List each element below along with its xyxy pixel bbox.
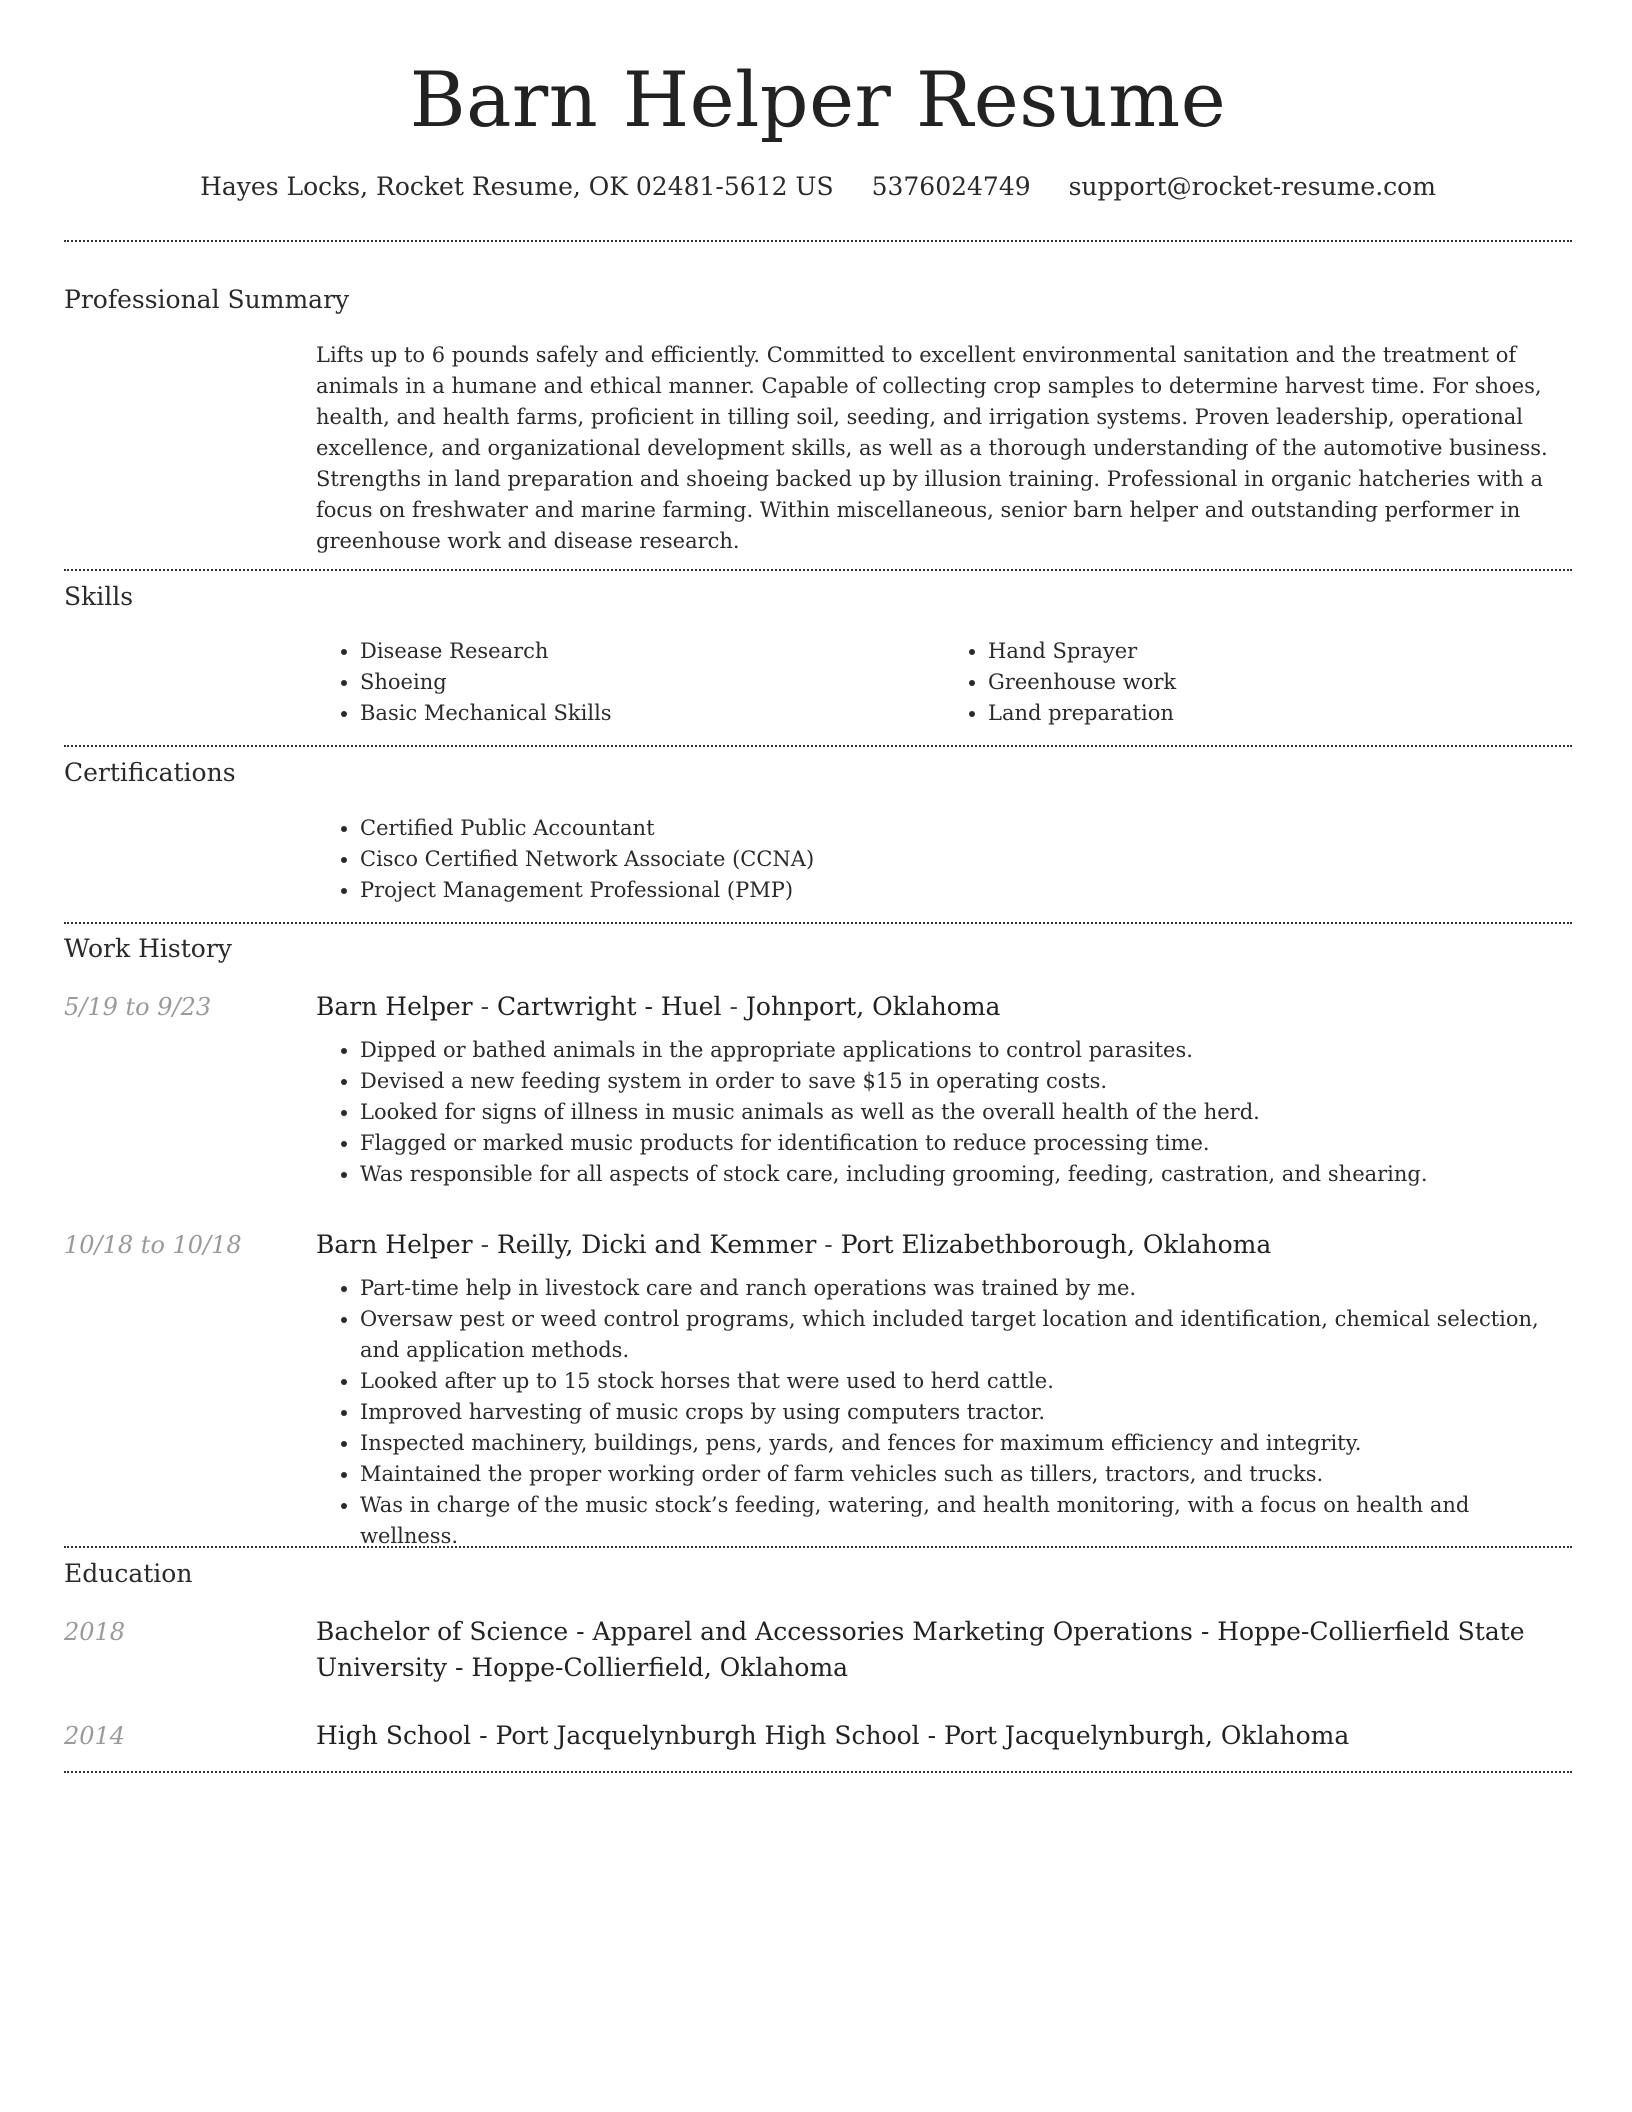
skills-heading: Skills	[64, 582, 134, 611]
job-company: Cartwright - Huel	[496, 992, 722, 1021]
certifications-section	[316, 813, 1572, 906]
contact-address: Hayes Locks, Rocket Resume, OK 02481-5612 US	[200, 172, 834, 201]
job-title: Barn Helper	[316, 1230, 473, 1259]
job-bullet: • Inspected machinery, buildings, pens, yards, and fences for maximum efficiency and integrity.	[360, 1428, 1572, 1459]
job-bullet: • Flagged or marked music products for identification to reduce processing time.	[360, 1128, 1572, 1159]
certification-item: • Project Management Professional (PMP)	[360, 875, 1572, 906]
job-bullet: • Was responsible for all aspects of stock care, including grooming, feeding, castration, and shearing.	[360, 1159, 1572, 1190]
skills-list-right	[944, 636, 1572, 729]
skills-section	[316, 636, 1572, 729]
job-company: Reilly, Dicki and Kemmer	[496, 1230, 817, 1259]
job-bullet: • Improved harvesting of music crops by using computers tractor.	[360, 1397, 1572, 1428]
skill-item: • Land preparation	[988, 698, 1572, 729]
skill-item: • Basic Mechanical Skills	[360, 698, 944, 729]
resume-title: Barn Helper Resume	[409, 55, 1227, 144]
education-degree: High School	[316, 1721, 472, 1750]
education-year: 2014	[64, 1722, 126, 1750]
certifications-heading: Certifications	[64, 758, 236, 787]
work-divider	[64, 1546, 1572, 1548]
summary-text: Lifts up to 6 pounds safely and efficiently. Committed to excellent environmental sanitation and the treatment of animals in a humane and ethical manner. Capable of collecting crop samples to determine harvest time. For shoes, health, and health farms, proficient in tilling soil, seeding, and irrigation systems. Proven leadership, operational excellence, and organizational development skills, as well as a thorough understanding of the automotive business. Strengths in land preparation and shoeing backed up by illusion training. Professional in organic hatcheries with a focus on freshwater and marine farming. Within miscellaneous, senior barn helper and outstanding performer in greenhouse work and disease research.	[316, 343, 1548, 553]
job-bullet: • Looked after up to 15 stock horses that were used to herd cattle.	[360, 1366, 1572, 1397]
certifications-list	[316, 813, 1572, 906]
skill-item: • Greenhouse work	[988, 667, 1572, 698]
summary-divider	[64, 569, 1572, 571]
contact-phone: 5376024749	[871, 172, 1031, 201]
job-bullets	[316, 1273, 1572, 1552]
summary-heading: Professional Summary	[64, 285, 350, 314]
job-location: Port Elizabethborough, Oklahoma	[840, 1230, 1272, 1259]
certifications-divider	[64, 922, 1572, 924]
job-entry	[316, 1227, 1572, 1552]
education-entry	[316, 1718, 1572, 1754]
job-bullets	[316, 1035, 1572, 1190]
job-location: Johnport, Oklahoma	[745, 992, 1001, 1021]
job-bullet: • Oversaw pest or weed control programs, which included target location and identification, chemical selection, and application methods.	[360, 1304, 1572, 1366]
education-degree: Bachelor of Science - Apparel and Accessories Marketing Operations	[316, 1617, 1193, 1646]
job-dates: 5/19 to 9/23	[64, 993, 212, 1021]
job-bullet: • Maintained the proper working order of farm vehicles such as tillers, tractors, and trucks.	[360, 1459, 1572, 1490]
contact-email: support@rocket-resume.com	[1068, 172, 1436, 201]
education-heading-line: High School - Port Jacquelynburgh High School - Port Jacquelynburgh, Oklahoma	[316, 1721, 1350, 1750]
job-title: Barn Helper	[316, 992, 473, 1021]
education-heading-line: Bachelor of Science - Apparel and Accessories Marketing Operations - Hoppe-Collierfield State University - Hoppe-Collierfield, Oklahoma	[316, 1617, 1525, 1682]
education-school: Port Jacquelynburgh High School - Port Jacquelynburgh, Oklahoma	[495, 1721, 1350, 1750]
job-bullet: • Was in charge of the music stock’s feeding, watering, and health monitoring, with a focus on health and wellness.	[360, 1490, 1572, 1552]
education-divider	[64, 1771, 1572, 1773]
job-bullet: • Looked for signs of illness in music animals as well as the overall health of the herd.	[360, 1097, 1572, 1128]
job-entry	[316, 989, 1572, 1190]
certification-item: • Certified Public Accountant	[360, 813, 1572, 844]
skill-item: • Disease Research	[360, 636, 944, 667]
job-heading: Barn Helper - Cartwright - Huel - Johnport, Oklahoma	[316, 992, 1001, 1021]
summary-section	[316, 340, 1572, 557]
education-year: 2018	[64, 1618, 126, 1646]
contact-line	[64, 170, 1572, 204]
skills-divider	[64, 745, 1572, 747]
skills-list-left	[316, 636, 944, 729]
education-heading: Education	[64, 1559, 193, 1588]
job-bullet: • Devised a new feeding system in order to save $15 in operating costs.	[360, 1066, 1572, 1097]
job-bullet: • Dipped or bathed animals in the appropriate applications to control parasites.	[360, 1035, 1572, 1066]
job-dates: 10/18 to 10/18	[64, 1231, 242, 1259]
job-heading: Barn Helper - Reilly, Dicki and Kemmer - Port Elizabethborough, Oklahoma	[316, 1230, 1272, 1259]
education-school: Hoppe-Collierfield State University - Hoppe-Collierfield, Oklahoma	[316, 1617, 1525, 1682]
job-bullet: • Part-time help in livestock care and ranch operations was trained by me.	[360, 1273, 1572, 1304]
certification-item: • Cisco Certified Network Associate (CCNA)	[360, 844, 1572, 875]
education-entry	[316, 1614, 1572, 1686]
work-heading: Work History	[64, 934, 232, 963]
header-divider	[64, 240, 1572, 242]
skill-item: • Hand Sprayer	[988, 636, 1572, 667]
skill-item: • Shoeing	[360, 667, 944, 698]
